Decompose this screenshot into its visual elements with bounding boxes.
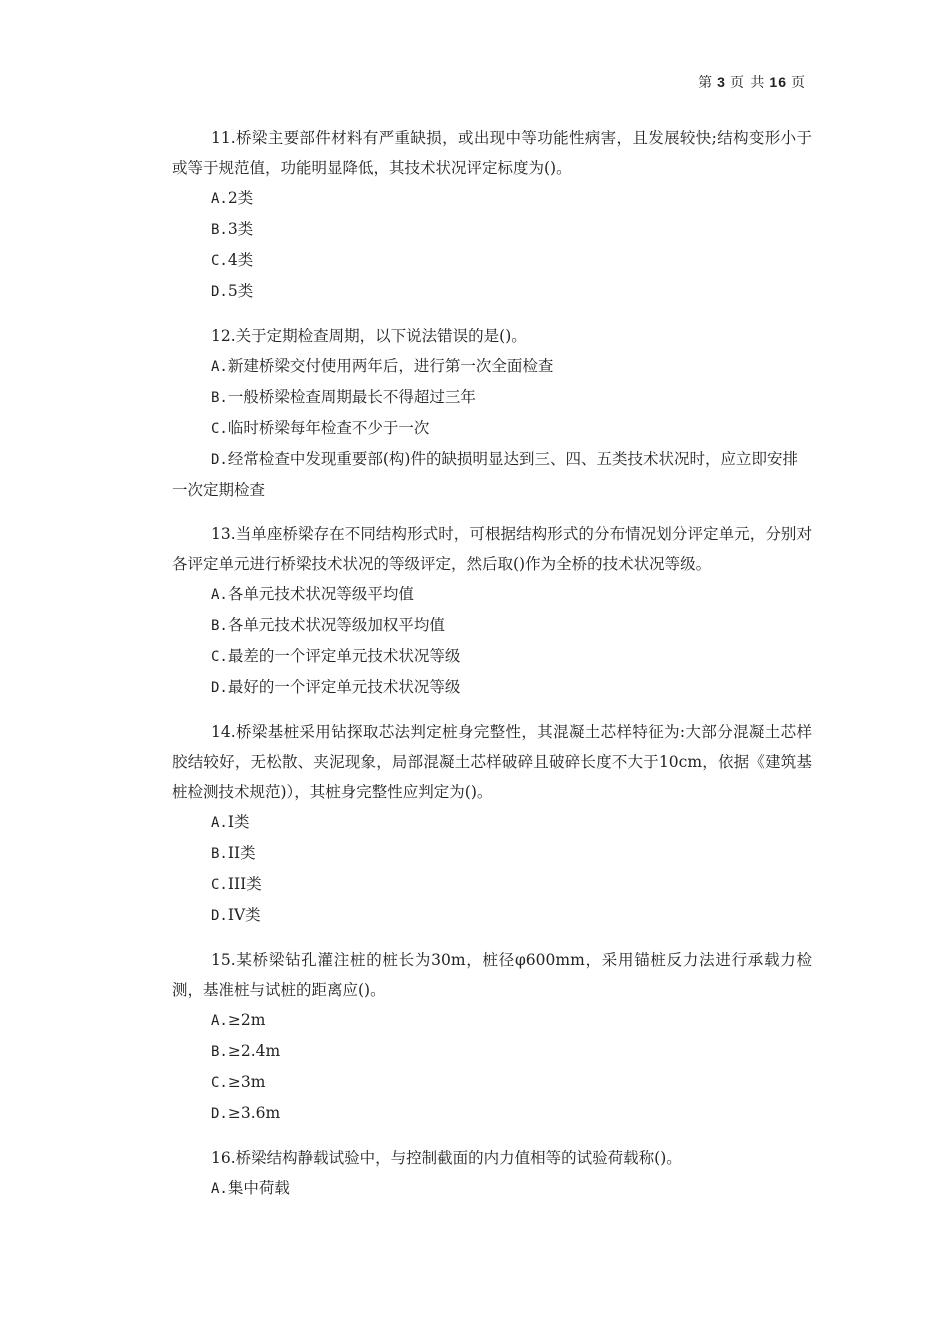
- option-text: ≥2.4m: [227, 1042, 281, 1060]
- option-label: C.: [211, 421, 228, 437]
- option-c: [172, 641, 812, 672]
- option-text: 各单元技术状况等级平均值: [227, 585, 414, 603]
- option-a: [172, 1005, 812, 1036]
- option-label: A.: [211, 815, 228, 831]
- question-12: [172, 321, 812, 505]
- option-label: C.: [211, 877, 228, 893]
- option-label: C.: [211, 253, 228, 269]
- option-c: [172, 413, 812, 444]
- option-label: B.: [211, 222, 228, 238]
- option-label: B.: [211, 1044, 228, 1060]
- option-d: [172, 672, 812, 703]
- option-label: C.: [211, 1075, 228, 1091]
- option-label: D.: [211, 1106, 228, 1122]
- option-c: [172, 869, 812, 900]
- option-a: [172, 579, 812, 610]
- option-text: 新建桥梁交付使用两年后，进行第一次全面检查: [227, 357, 554, 375]
- option-b: [172, 382, 812, 413]
- question-11: [172, 123, 812, 307]
- page-number: [698, 72, 806, 92]
- page-number-prefix: 第: [698, 75, 714, 91]
- option-label: D.: [211, 452, 228, 468]
- page-number-suffix: 页: [791, 75, 806, 91]
- option-b: [172, 610, 812, 641]
- option-b: [172, 838, 812, 869]
- page-number-middle: 页 共: [729, 75, 766, 91]
- question-text: 14.桥梁基桩采用钻探取芯法判定桩身完整性，其混凝土芯样特征为:大部分混凝土芯样胶结较好，无松散、夹泥现象，局部混凝土芯样破碎且破碎长度不大于10cm，依据《建筑基桩检测技术规范)），其桩身完整性应判定为()。: [172, 723, 812, 801]
- option-label: A.: [211, 1181, 228, 1197]
- option-label: D.: [211, 680, 228, 696]
- question-text: 16.桥梁结构静载试验中，与控制截面的内力值相等的试验荷载称()。: [211, 1149, 682, 1167]
- option-d: [172, 1098, 812, 1129]
- option-text: 各单元技术状况等级加权平均值: [227, 616, 445, 634]
- option-label: B.: [211, 846, 228, 862]
- question-14: [172, 717, 812, 931]
- option-text: II类: [227, 844, 256, 862]
- option-d: [172, 276, 812, 307]
- option-label: D.: [211, 284, 228, 300]
- option-text: 集中荷载: [227, 1179, 290, 1197]
- option-text: 2类: [227, 189, 254, 207]
- option-a: [172, 807, 812, 838]
- option-b: [172, 214, 812, 245]
- option-label: D.: [211, 908, 228, 924]
- option-text: 最差的一个评定单元技术状况等级: [227, 647, 461, 665]
- option-b: [172, 1036, 812, 1067]
- option-text: 临时桥梁每年检查不少于一次: [227, 419, 430, 437]
- question-text: 13.当单座桥梁存在不同结构形式时，可根据结构形式的分布情况划分评定单元，分别对各评定单元进行桥梁技术状况的等级评定，然后取()作为全桥的技术状况等级。: [172, 525, 812, 573]
- option-text: ≥3.6m: [227, 1104, 281, 1122]
- option-text: III类: [227, 875, 262, 893]
- option-label: A.: [211, 587, 228, 603]
- option-text: ≥2m: [227, 1011, 266, 1029]
- page-number-current: 3: [717, 74, 726, 90]
- option-c: [172, 1067, 812, 1098]
- option-text: IV类: [227, 906, 261, 924]
- option-d: [172, 444, 812, 505]
- question-15: [172, 945, 812, 1129]
- option-a: [172, 1173, 812, 1204]
- option-text: 3类: [227, 220, 254, 238]
- option-text: I类: [227, 813, 250, 831]
- question-text: 11.桥梁主要部件材料有严重缺损，或出现中等功能性病害，且发展较快;结构变形小于或等于规范值，功能明显降低，其技术状况评定标度为()。: [172, 129, 812, 177]
- option-d: [172, 900, 812, 931]
- option-label: B.: [211, 390, 228, 406]
- option-label: A.: [211, 359, 228, 375]
- question-text: 15.某桥梁钻孔灌注桩的桩长为30m，桩径φ600mm，采用锚桩反力法进行承载力检测，基准桩与试桩的距离应()。: [172, 951, 812, 999]
- question-16: [172, 1143, 812, 1204]
- option-text: ≥3m: [227, 1073, 266, 1091]
- option-text: 一般桥梁检查周期最长不得超过三年: [227, 388, 476, 406]
- page-number-total: 16: [769, 74, 787, 90]
- option-text: 经常检查中发现重要部(构)件的缺损明显达到三、四、五类技术状况时，应立即安排一次定期检查: [172, 450, 798, 499]
- option-a: [172, 351, 812, 382]
- option-text: 5类: [227, 282, 254, 300]
- question-list: [172, 123, 812, 1218]
- option-text: 最好的一个评定单元技术状况等级: [227, 678, 461, 696]
- option-label: C.: [211, 649, 228, 665]
- option-label: A.: [211, 1013, 228, 1029]
- question-text: 12.关于定期检查周期，以下说法错误的是()。: [211, 327, 527, 345]
- option-c: [172, 245, 812, 276]
- option-a: [172, 183, 812, 214]
- question-13: [172, 519, 812, 703]
- option-text: 4类: [227, 251, 254, 269]
- option-label: B.: [211, 618, 228, 634]
- option-label: A.: [211, 191, 228, 207]
